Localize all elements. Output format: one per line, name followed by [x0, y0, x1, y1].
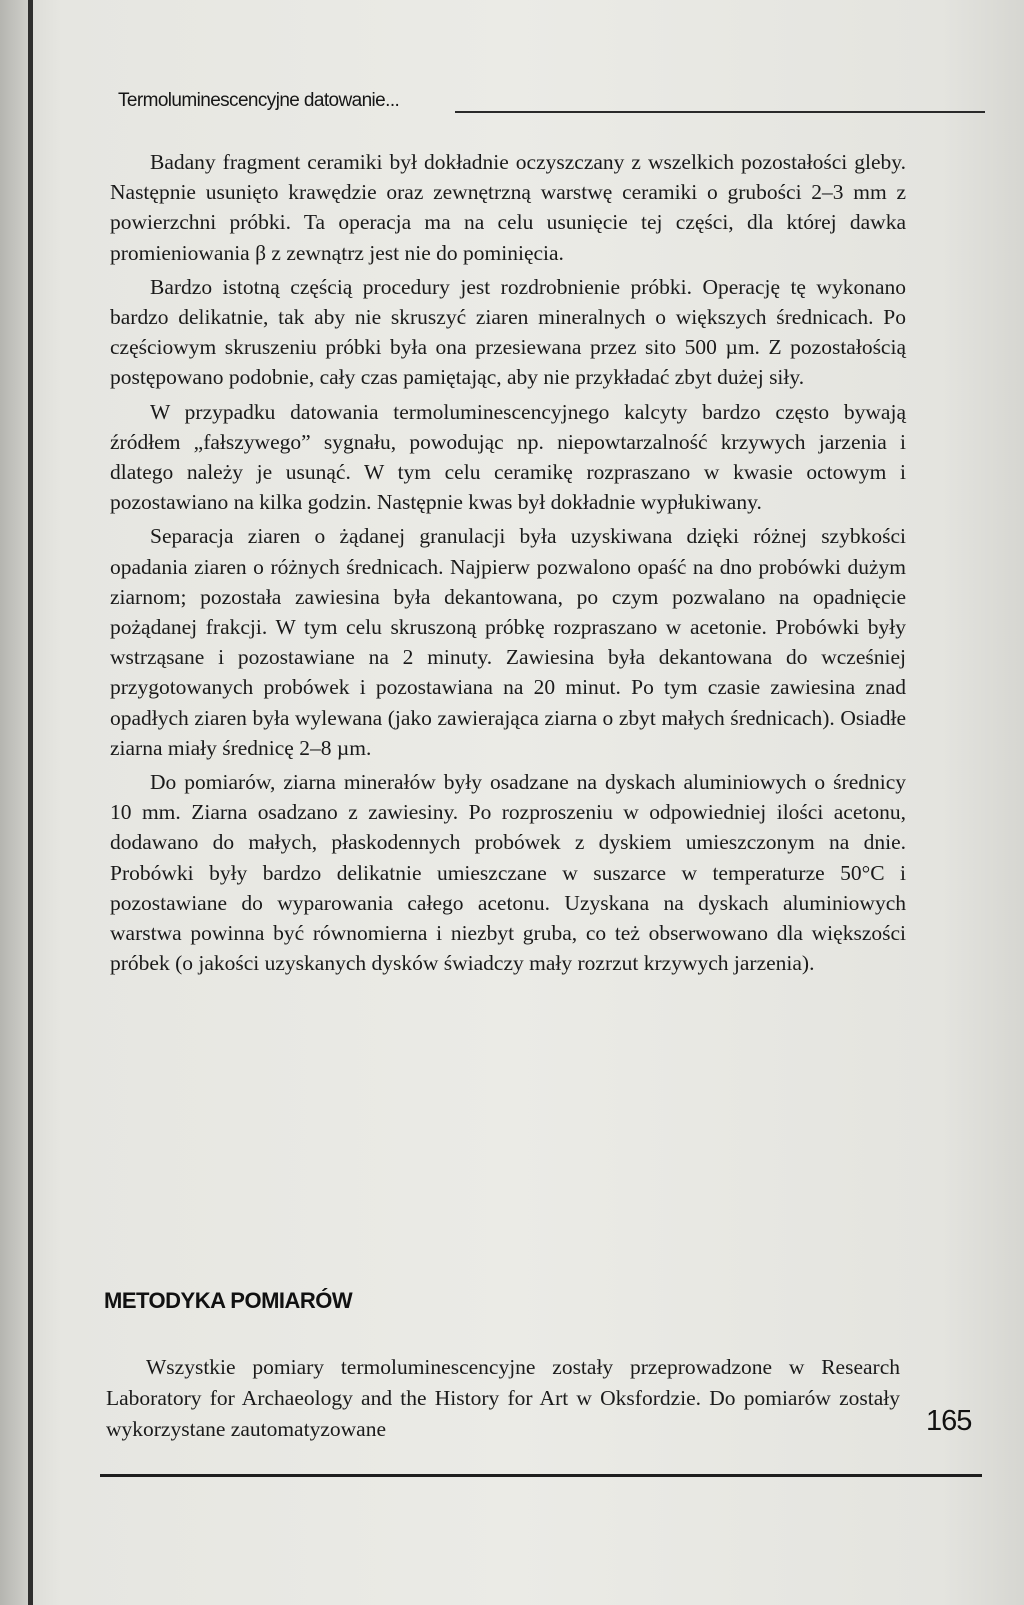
section-paragraph: Wszystkie pomiary termoluminescencyjne zostały przeprowadzone w Research Laboratory for Archaeology and the History for Art w Oksfordzie. Do pomiarów zostały wykorzystane zautomatyzowane [106, 1355, 900, 1441]
header-rule [455, 111, 985, 113]
body-text [110, 147, 906, 982]
paragraph-4: Separacja ziaren o żądanej granulacji była uzyskiwana dzięki różnej szybkości opadania ziaren o różnych średnicach. Najpierw pozwalono opaść na dno probówki dużym ziarnom; pozostała zawiesina była dekantowana, po czym pozwalano na opadnięcie pożądanej frakcji. W tym celu skruszoną próbkę rozpraszano w acetonie. Probówki były wstrząsane i pozostawiane na 2 minuty. Zawiesina była dekantowana do wcześniej przygotowanych probówek i pozostawiana na 20 minut. Po tym czasie zawiesina znad opadłych ziaren była wylewana (jako zawierająca ziarna o zbyt małych średnicach). Osiadłe ziarna miały średnicę 2–8 µm. [110, 524, 906, 760]
paragraph-3: W przypadku datowania termoluminescencyjnego kalcyty bardzo często bywają źródłem „fałszywego” sygnału, powodując np. niepowtarzalność krzywych jarzenia i dlatego należy je usunąć. W tym celu ceramikę rozpraszano w kwasie octowym i pozostawiano na kilka godzin. Następnie kwas był dokładnie wypłukiwany. [110, 399, 906, 515]
binding-edge [28, 0, 33, 1605]
binding-shadow [0, 0, 28, 1605]
section-text [106, 1352, 900, 1445]
section-heading: METODYKA POMIARÓW [104, 1288, 353, 1313]
running-header: Termoluminescencyjne datowanie... [118, 90, 400, 111]
paragraph-5: Do pomiarów, ziarna minerałów były osadzane na dyskach aluminiowych o średnicy 10 mm. Ziarna osadzano z zawiesiny. Po rozproszeniu w odpowiedniej ilości acetonu, dodawano do małych, płaskodennych probówek z dyskiem umieszczonym na dnie. Probówki były bardzo delikatnie umieszczane w suszarce w temperaturze 50°C i pozostawiane do wyparowania całego acetonu. Uzyskana na dyskach aluminiowych warstwa powinna być równomierna i niezbyt gruba, co też obserwowano dla większości próbek (o jakości uzyskanych dysków świadczy mały rozrzut krzywych jarzenia). [110, 770, 906, 976]
footer-rule [100, 1474, 982, 1477]
paragraph-2: Bardzo istotną częścią procedury jest rozdrobnienie próbki. Operację tę wykonano bardzo delikatnie, tak aby nie skruszyć ziaren mineralnych o większych średnicach. Po częściowym skruszeniu próbki była ona przesiewana przez sito 500 µm. Z pozostałością postępowano podobnie, cały czas pamiętając, aby nie przykładać zbyt dużej siły. [110, 274, 906, 390]
paragraph-1: Badany fragment ceramiki był dokładnie oczyszczany z wszelkich pozostałości gleby. Następnie usunięto krawędzie oraz zewnętrzną warstwę ceramiki o grubości 2–3 mm z powierzchni próbki. Ta operacja ma na celu usunięcie tej części, dla której dawka promieniowania β z zewnątrz jest nie do pominięcia. [110, 150, 906, 265]
page-number: 165 [926, 1405, 972, 1437]
